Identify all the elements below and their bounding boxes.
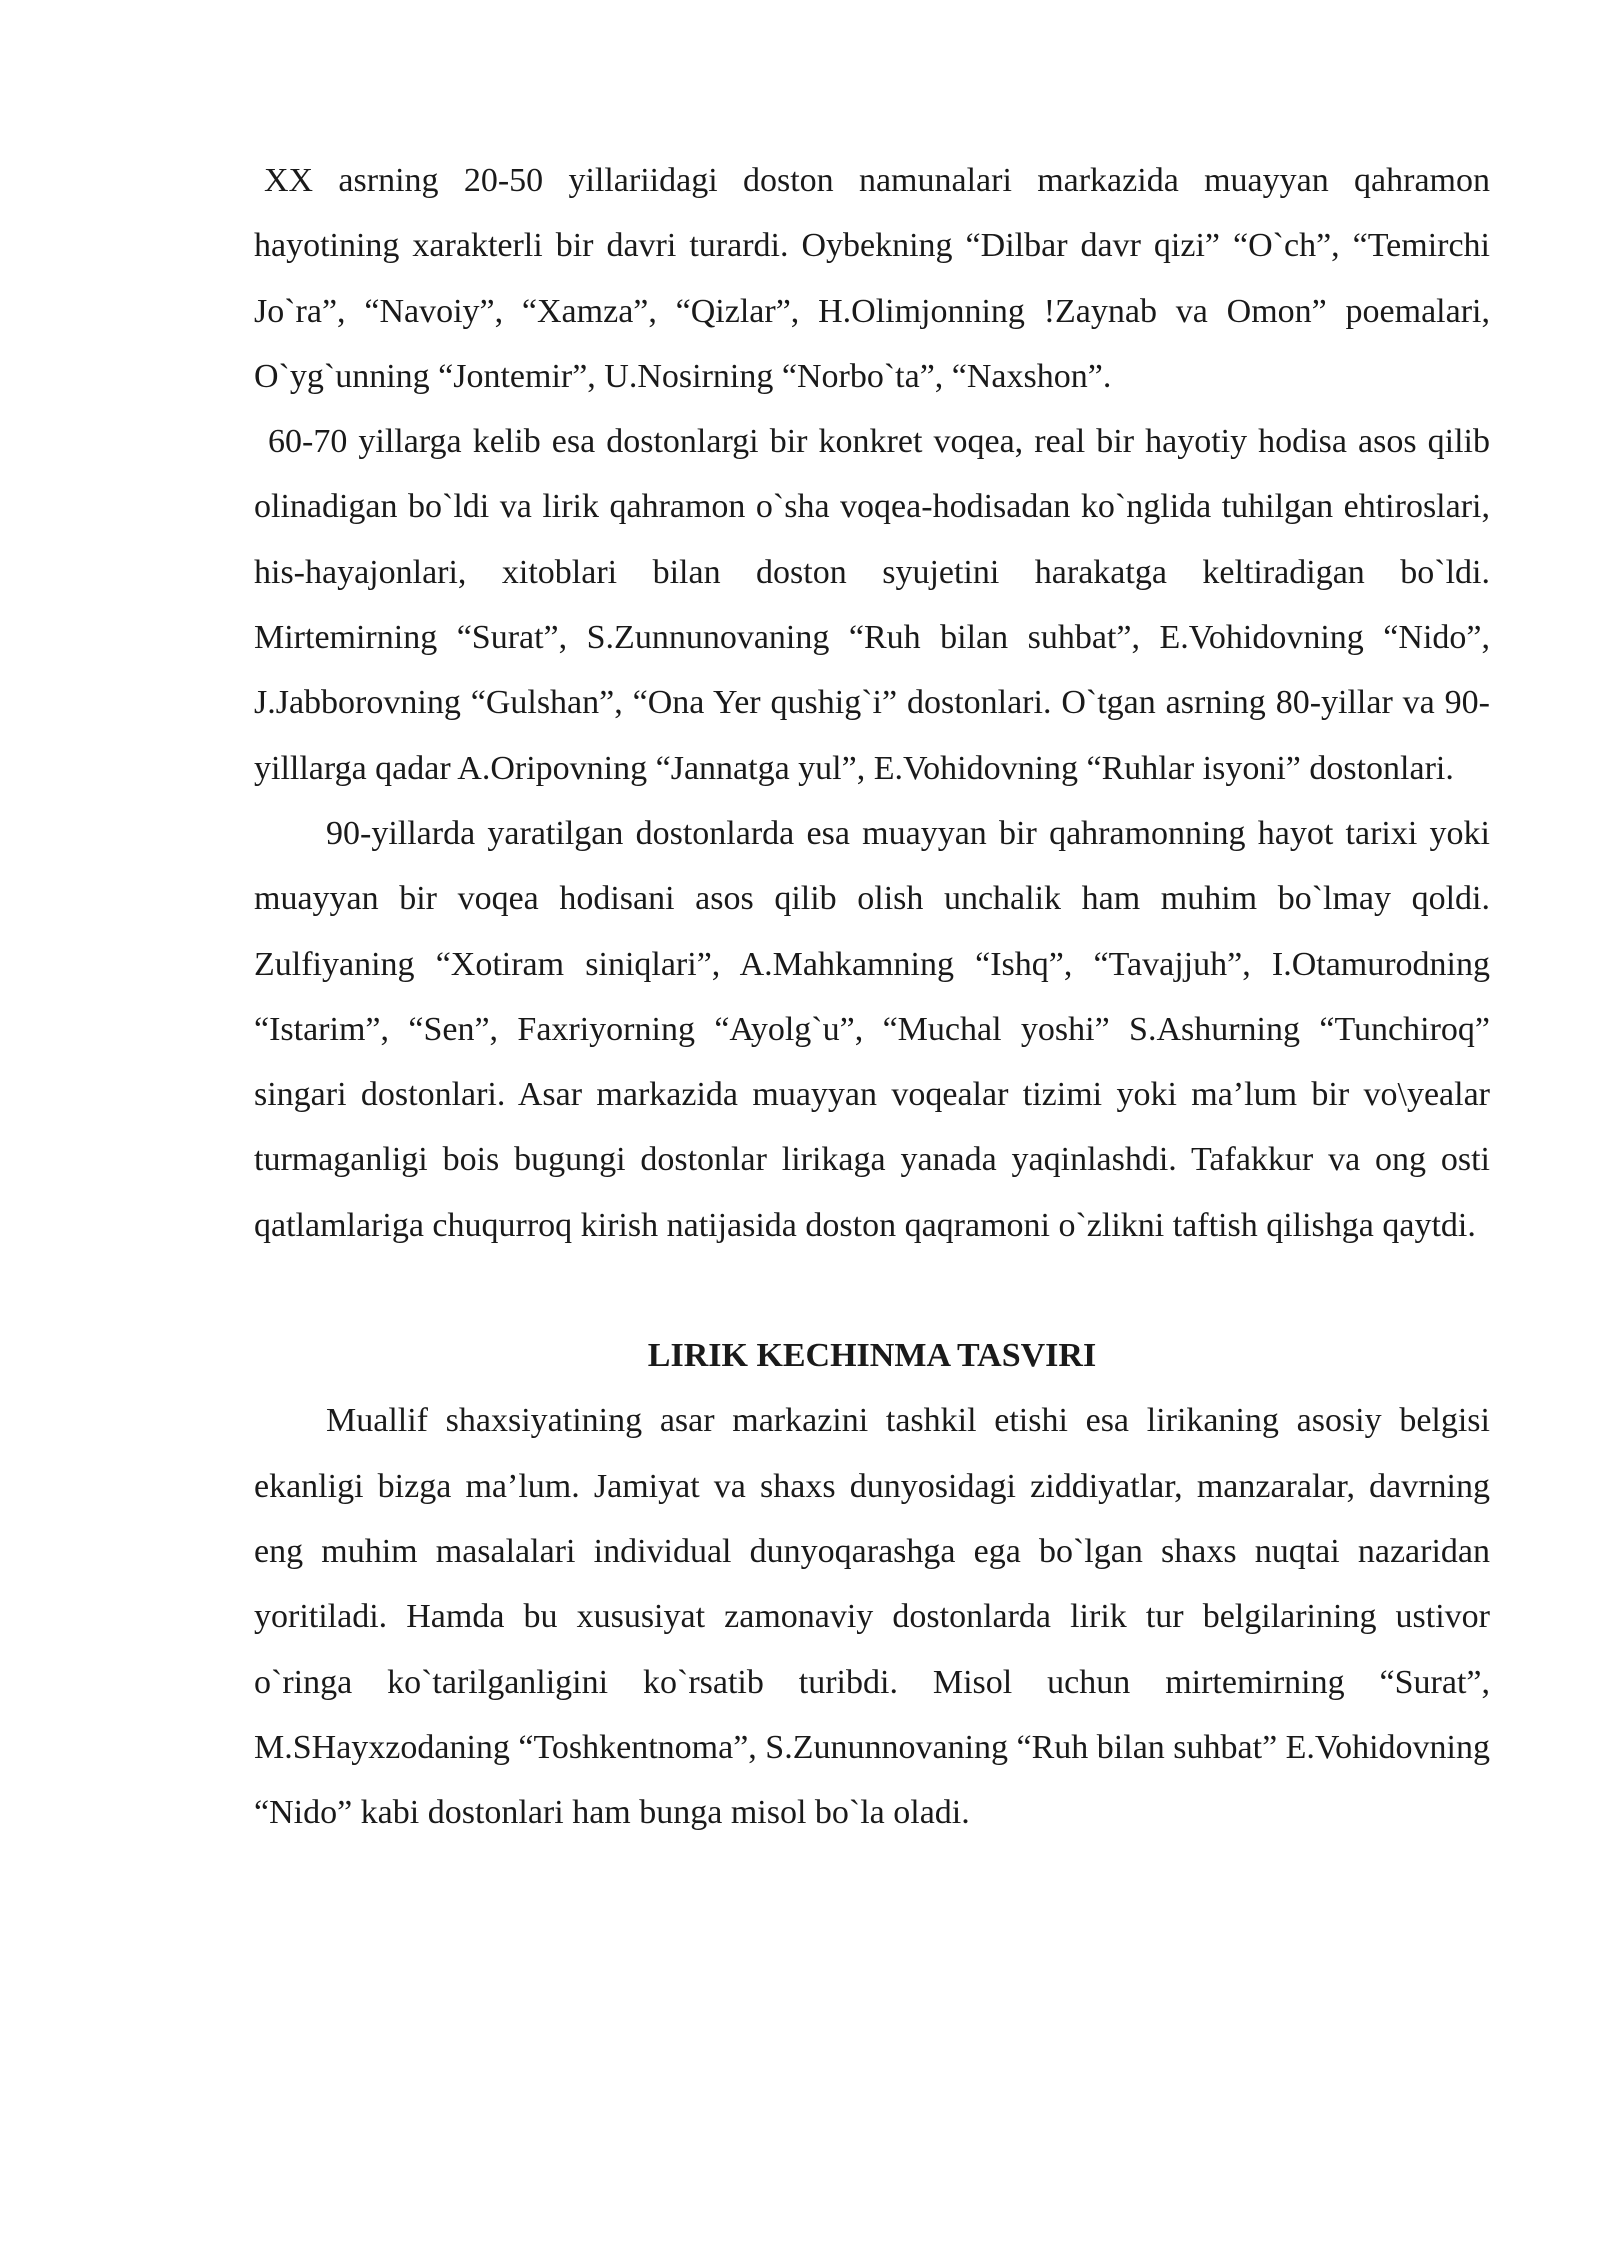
paragraph-3: 90-yillarda yaratilgan dostonlarda esa muayyan bir qahramonning hayot tarixi yoki muayyan bir voqea hodisani asos qilib olish unchalik ham muhim bo`lmay qoldi. Zulfiyaning “Xotiram siniqlari”, A.Mahkamning “Ishq”, “Tavajjuh”, I.Otamurodning “Istarim”, “Sen”, Faxriyorning “Ayolg`u”, “Muchal yoshi” S.Ashurning “Tunchiroq” singari dostonlari. Asar markazida muayyan voqealar tizimi yoki ma’lum bir vo\yealar turmaganligi bois bugungi dostonlar lirikaga yanada yaqinlashdi. Tafakkur va ong osti qatlamlariga chuqurroq kirish natijasida doston qaqramoni o`zlikni taftish qilishga qaytdi. (254, 814, 1490, 1244)
document-page (254, 148, 1490, 1845)
paragraph-2: 60-70 yillarga kelib esa dostonlargi bir konkret voqea, real bir hayotiy hodisa asos qilib olinadigan bo`ldi va lirik qahramon o`sha voqea-hodisadan ko`nglida tuhilgan ehtiroslari, his-hayajonlari, xitoblari bilan doston syujetini harakatga keltiradigan bo`ldi. Mirtemirning “Surat”, S.Zunnunovaning “Ruh bilan suhbat”, E.Vohidovning “Nido”, J.Jabborovning “Gulshan”, “Ona Yer qushig`i” dostonlari. O`tgan asrning 80-yillar va 90-yilllarga qadar A.Oripovning “Jannatga yul”, E.Vohidovning “Ruhlar isyoni” dostonlari. (254, 423, 1490, 787)
paragraph-1: XX asrning 20-50 yillariidagi doston namunalari markazida muayyan qahramon hayotining xarakterli bir davri turardi. Oybekning “Dilbar davr qizi” “O`ch”, “Temirchi Jo`ra”, “Navoiy”, “Xamza”, “Qizlar”, H.Olimjonning !Zaynab va Omon” poemalari, O`yg`unning “Jontemir”, U.Nosirning “Norbo`ta”, “Naxshon”. (254, 162, 1490, 395)
section-heading: LIRIK KECHINMA TASVIRI (647, 1337, 1097, 1375)
paragraph-4: Muallif shaxsiyatining asar markazini tashkil etishi esa lirikaning asosiy belgisi ekanligi bizga ma’lum. Jamiyat va shaxs dunyosidagi ziddiyatlar, manzaralar, davrning eng muhim masalalari individual dunyoqarashga ega bo`lgan shaxs nuqtai nazaridan yoritiladi. Hamda bu xususiyat zamonaviy dostonlarda lirik tur belgilarining ustivor o`ringa ko`tarilganligini ko`rsatib turibdi. Misol uchun mirtemirning “Surat”, M.SHayxzodaning “Toshkentnoma”, S.Zununnovaning “Ruh bilan suhbat” E.Vohidovning “Nido” kabi dostonlari ham bunga misol bo`la oladi. (254, 1402, 1490, 1832)
